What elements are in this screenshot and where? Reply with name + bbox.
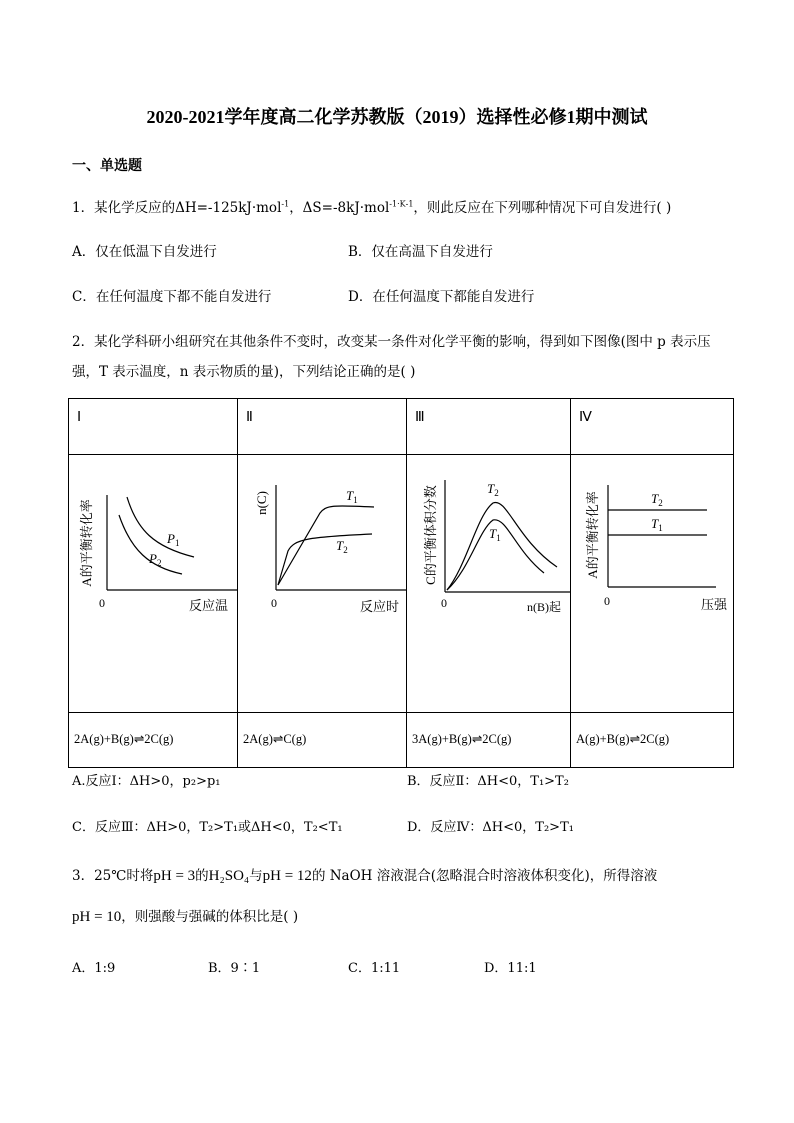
header-3: Ⅲ	[415, 410, 425, 425]
q2-stem-line1: 2．某化学科研小组研究在其他条件不变时，改变某一条件对化学平衡的影响，得到如下图像(图中 p 表示压	[72, 334, 711, 350]
q2-option-d: D．反应Ⅳ：ΔH<0，T₂>T₁	[407, 820, 574, 835]
graph-3-origin: 0	[441, 596, 447, 610]
graph-1-ylabel: A的平衡转化率	[79, 499, 94, 587]
section-heading: 一、单选题	[72, 158, 142, 174]
graph-2-label-t2: $T_2$	[336, 538, 348, 555]
q3-option-b: B．9∶1	[208, 961, 261, 976]
graph-2-ylabel: n(C)	[254, 491, 269, 515]
graph-3-curve-t2	[447, 502, 557, 590]
q3-option-a: A．1:9	[72, 961, 116, 976]
graph-3-xlabel: n(B)起	[527, 600, 561, 614]
q3-option-c: C．1:11	[348, 961, 401, 976]
page-title: 2020-2021学年度高二化学苏教版（2019）选择性必修1期中测试	[146, 107, 648, 127]
graph-2-curve-t2	[278, 534, 372, 585]
graph-1-label-p1: $P_1$	[167, 531, 180, 548]
q2-graph-table	[68, 398, 734, 768]
graph-2	[238, 455, 406, 708]
q1-option-d: D．在任何温度下都能自发进行	[348, 289, 535, 305]
graph-4	[571, 455, 733, 708]
q2-option-a: A.反应Ⅰ：ΔH>0，p₂>p₁	[72, 774, 221, 789]
q1-option-b: B．仅在高温下自发进行	[348, 244, 493, 260]
q3-stem-line1: 3．25℃时将pH = 3的H₂SO₄与pH = 12的 NaOH 溶液混合(忽略混合时溶液体积变化)，所得溶液	[72, 868, 658, 884]
equation-4: A(g)+B(g)⇌2C(g)	[576, 732, 670, 746]
graph-4-origin: 0	[604, 594, 610, 608]
q3-option-d: D．11:1	[484, 961, 537, 976]
equation-3: 3A(g)+B(g)⇌2C(g)	[412, 732, 512, 746]
graph-1-label-p2: $P_2$	[149, 551, 162, 568]
equation-2: 2A(g)⇌C(g)	[243, 732, 307, 746]
graph-2-xlabel: 反应时	[360, 599, 400, 614]
graph-4-ylabel: A的平衡转化率	[585, 491, 600, 579]
graph-3	[407, 455, 570, 708]
q2-option-b: B．反应Ⅱ：ΔH<0，T₁>T₂	[407, 774, 569, 789]
q1-option-c: C．在任何温度下都不能自发进行	[72, 289, 272, 305]
header-4: Ⅳ	[579, 410, 592, 425]
q3-stem-line2: pH = 10，则强酸与强碱的体积比是( )	[72, 909, 299, 925]
graph-1-xlabel: 反应温	[189, 598, 229, 613]
graph-3-label-t1: $T_1$	[489, 526, 501, 543]
graph-4-label-t2: $T_2$	[651, 491, 663, 508]
q1-stem: 1．某化学反应的ΔH=-125kJ·mol$^{-1}$，ΔS=-8kJ·mol$^{-1\cdot K-1}$，则此反应在下列哪种情况下可自发进行( )	[72, 199, 672, 216]
graph-2-label-t1: $T_1$	[346, 488, 358, 505]
equation-1: 2A(g)+B(g)⇌2C(g)	[74, 732, 174, 746]
graph-1-origin: 0	[99, 596, 105, 610]
header-1: Ⅰ	[77, 410, 82, 425]
graph-3-label-t2: $T_2$	[487, 481, 499, 498]
graph-3-ylabel: C的平衡体积分数	[423, 485, 438, 585]
graph-2-origin: 0	[271, 596, 277, 610]
q2-stem-line2: 强，T 表示温度，n 表示物质的量)，下列结论正确的是( )	[72, 364, 416, 380]
q2-option-c: C．反应Ⅲ：ΔH>0，T₂>T₁或ΔH<0，T₂<T₁	[72, 820, 343, 835]
q1-option-a: A．仅在低温下自发进行	[72, 244, 217, 260]
graph-1-curve-p1	[127, 497, 194, 557]
graph-4-xlabel: 压强	[701, 597, 728, 612]
graph-1	[69, 455, 237, 708]
header-2: Ⅱ	[246, 410, 253, 425]
graph-4-label-t1: $T_1$	[651, 516, 663, 533]
